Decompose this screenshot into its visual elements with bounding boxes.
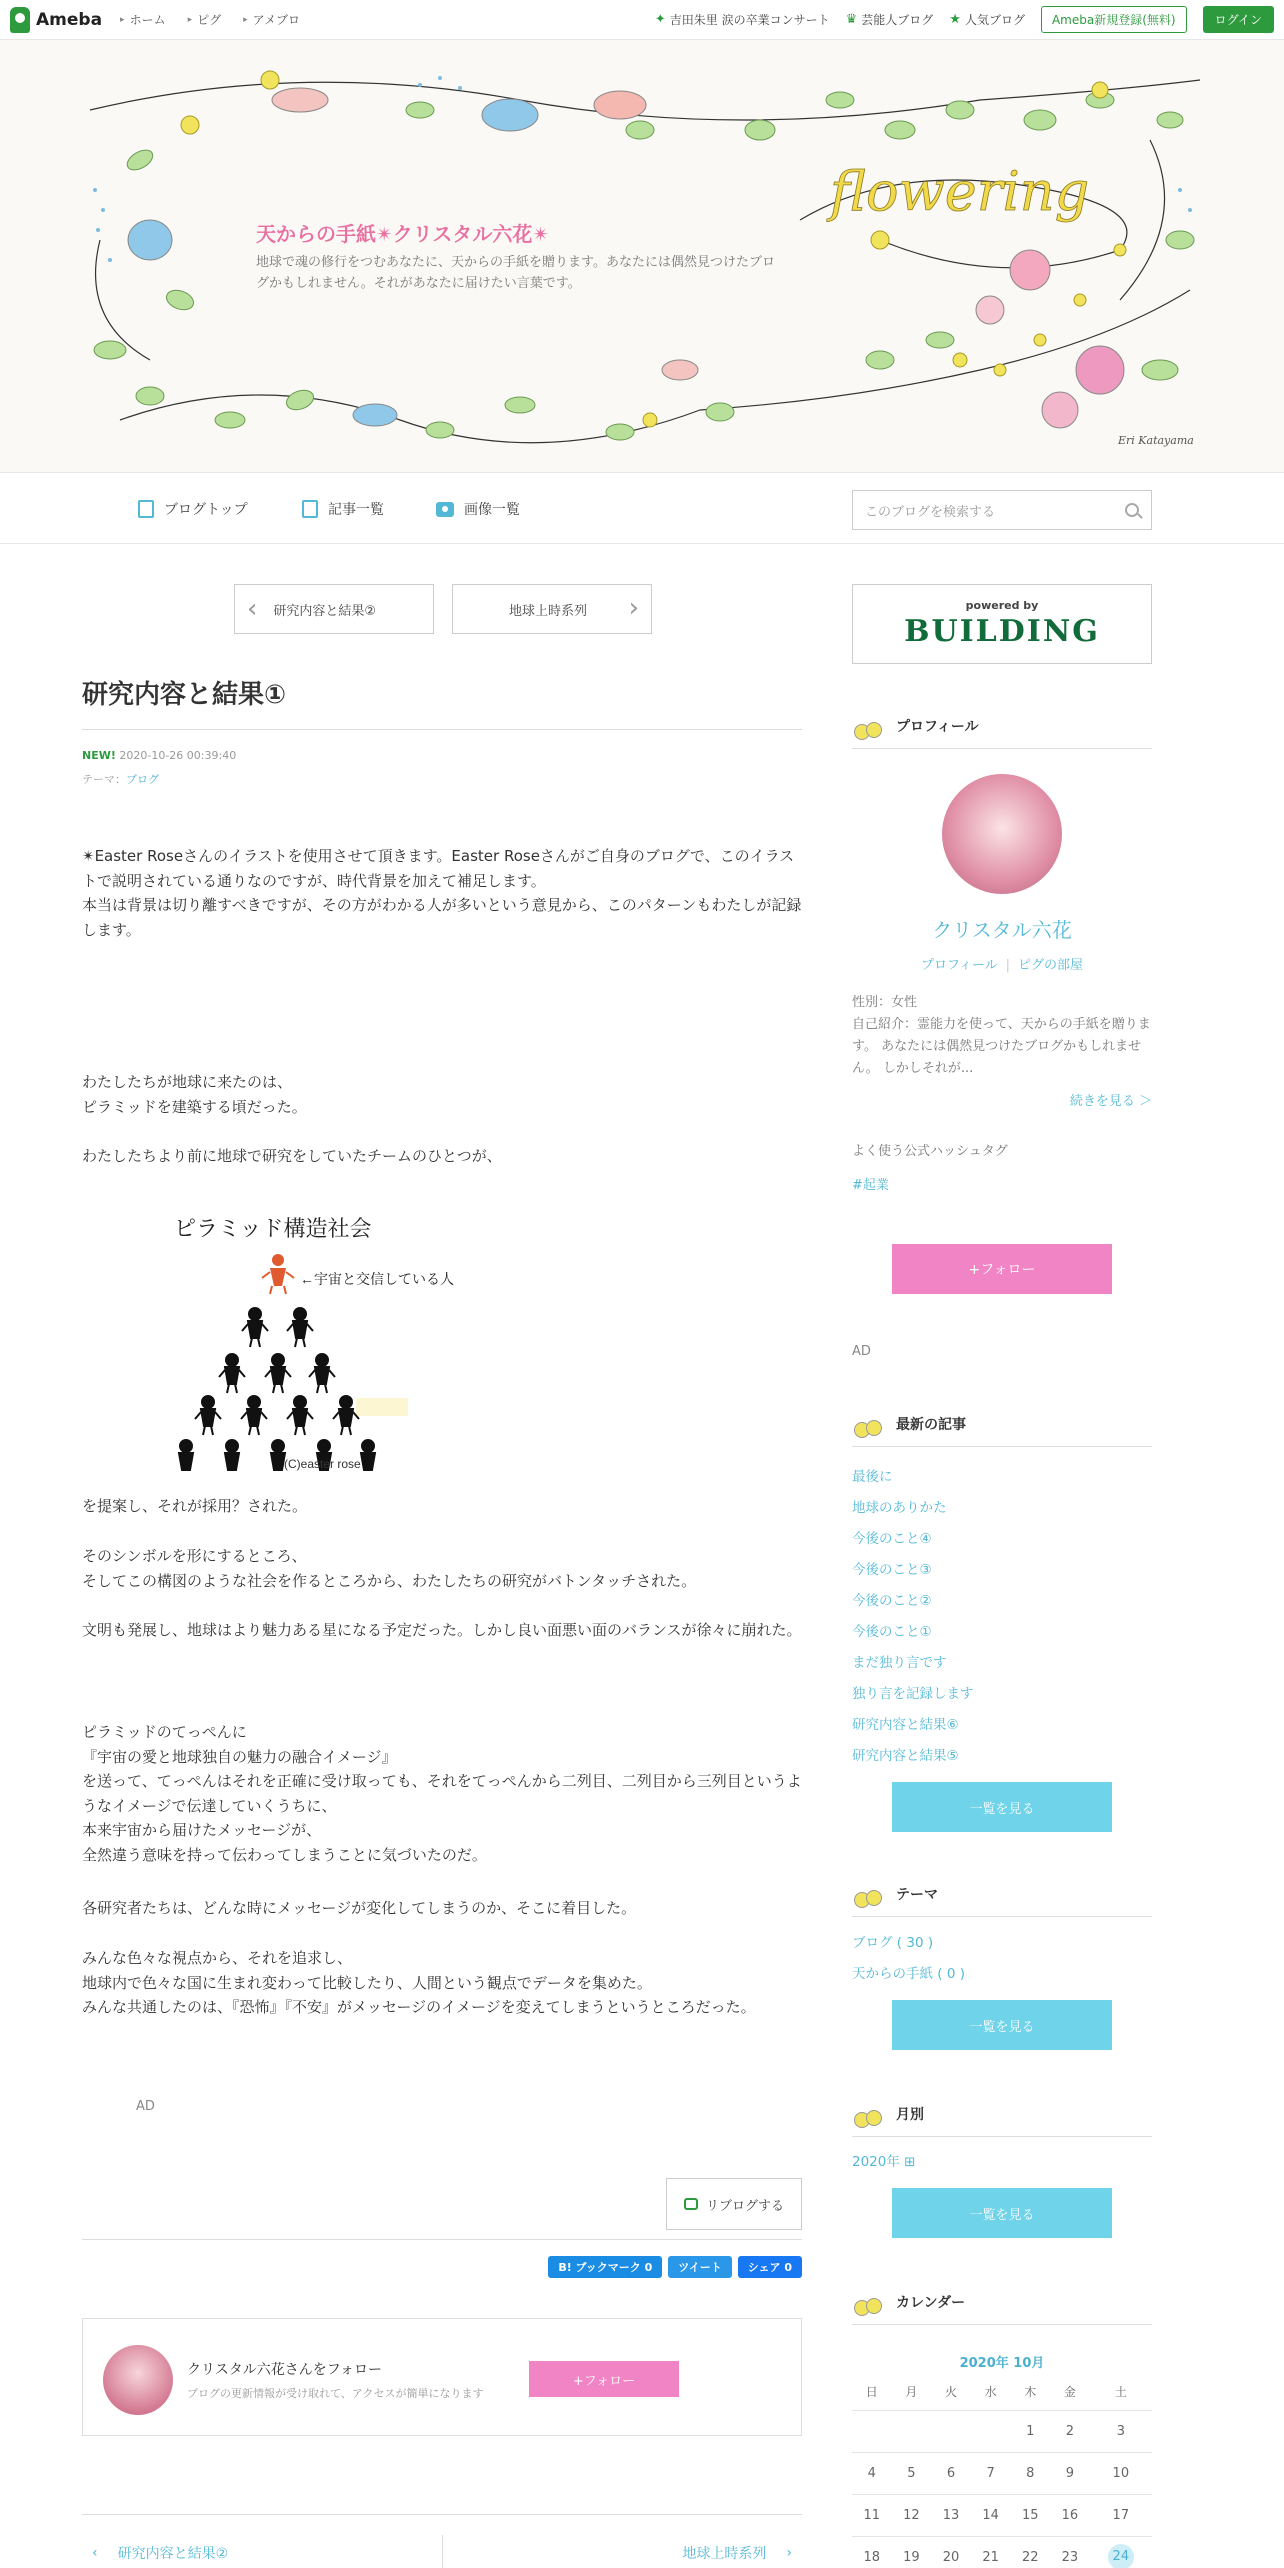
article-paragraph: みんな色々な視点から、それを追求し、 地球内で色々な国に生まれ変わって比較したり、人間という観点でデータを集めた。 みんな共通したのは、『恐怖』『不安』がメッセージのイメージを変えてしまうというところだった。	[82, 1949, 756, 2016]
pyramid-illustration	[150, 1202, 490, 1472]
ad-label: AD	[136, 2099, 155, 2114]
bottom-pager	[82, 2514, 802, 2568]
share-bar	[82, 2239, 802, 2278]
follow-button[interactable]: +フォロー	[529, 2361, 679, 2397]
nav-pigg[interactable]: ▸ ピグ	[187, 13, 222, 27]
article-paragraph: わたしたちより前に地球で研究をしていたチームのひとつが、	[82, 1147, 502, 1165]
recent-article-link[interactable]: 今後のこと①	[852, 1624, 932, 1640]
calendar-day: 14	[971, 2494, 1011, 2536]
heading-leaf-icon	[852, 1880, 888, 1908]
chevron-left-icon: ‹	[247, 594, 258, 624]
recent-article-link[interactable]: 今後のこと③	[852, 1562, 932, 1578]
weekday-label: 日	[852, 2374, 892, 2410]
weekday-label: 月	[892, 2374, 932, 2410]
pager-divider	[442, 2535, 443, 2568]
copy-icon	[302, 500, 318, 518]
search-icon[interactable]	[1125, 503, 1139, 517]
heading-leaf-icon	[852, 2100, 888, 2128]
calendar-day: 18	[852, 2536, 892, 2568]
calendar-day: 4	[852, 2452, 892, 2494]
recent-article-link[interactable]: 研究内容と結果⑤	[852, 1748, 959, 1764]
follow-name: クリスタル六花さんをフォロー	[187, 2362, 383, 2378]
calendar-day	[971, 2410, 1011, 2452]
document-icon	[138, 500, 154, 518]
calendar-day: 10	[1090, 2452, 1152, 2494]
calendar-day: 1	[1010, 2410, 1050, 2452]
theme-list-button[interactable]: 一覧を見る	[892, 2000, 1112, 2050]
calendar-day: 2	[1050, 2410, 1090, 2452]
blog-description: 地球で魂の修行をつむあなたに、天からの手紙を贈ります。あなたには偶然見つけたブログかもしれません。それがあなたに届けたい言葉です。	[256, 255, 775, 291]
calendar-week	[852, 2452, 1152, 2494]
sidebar-follow-button[interactable]: +フォロー	[892, 1244, 1112, 1294]
global-header	[0, 0, 1284, 40]
calendar-day: 13	[931, 2494, 971, 2536]
chevron-right-icon: ▸	[120, 14, 125, 25]
profile-avatar[interactable]	[942, 774, 1062, 894]
article-paragraph: ピラミッドのてっぺんに 『宇宙の愛と地球独自の魅力の融合イメージ』 を送って、てっぺんはそれを正確に受け取っても、それをてっぺんから二列目、二列目から三列目というようなイメージで伝達していくうちに、 本来宇宙から届けたメッセージが、 全然違う意味を持って伝わってしまうことに気づいたのだ。	[82, 1723, 802, 1864]
svg-text:ピラミッド構造社会: ピラミッド構造社会	[174, 1216, 372, 1241]
calendar-day: 5	[892, 2452, 932, 2494]
login-button[interactable]: ログイン	[1203, 6, 1274, 33]
nav-image-list[interactable]: 画像一覧	[436, 499, 520, 519]
calendar-day: 21	[971, 2536, 1011, 2568]
recent-article-link[interactable]: 最後に	[852, 1469, 893, 1485]
follow-box	[82, 2318, 802, 2436]
calendar-day: 20	[931, 2536, 971, 2568]
profile-link[interactable]: プロフィール	[920, 958, 998, 973]
hatena-bookmark-button[interactable]: B! ブックマーク 0	[548, 2256, 662, 2278]
calendar-day: 17	[1090, 2494, 1152, 2536]
blog-title[interactable]: 天からの手紙✴︎クリスタル六花✴︎	[256, 222, 550, 246]
recent-articles-list	[852, 1462, 1152, 1772]
svg-text:flowering: flowering	[830, 160, 1090, 223]
profile-intro: 性別：女性 自己紹介：霊能力を使って、天からの手紙を贈ります。 あなたには偶然見つけたブログかもしれません。 しかしそれが...	[852, 995, 1151, 1076]
reblog-icon	[684, 2198, 698, 2210]
theme-list	[852, 1928, 965, 1990]
recent-article-link[interactable]: 地球のありかた	[852, 1500, 947, 1516]
chevron-right-icon: ›	[628, 593, 639, 623]
calendar-week	[852, 2536, 1152, 2568]
ameba-logo[interactable]: Ameba	[10, 7, 102, 33]
article-date: 2020-10-26 00:39:40	[119, 749, 237, 762]
facebook-share-button[interactable]: シェア 0	[738, 2256, 802, 2278]
star-icon: ★	[949, 12, 961, 27]
profile-links: プロフィール | ピグの部屋	[920, 958, 1084, 973]
calendar-week	[852, 2494, 1152, 2536]
svg-text:←宇宙と交信している人: ←宇宙と交信している人	[300, 1271, 454, 1287]
calendar-day: 16	[1050, 2494, 1090, 2536]
theme-heading: テーマ	[852, 1880, 1152, 1917]
bottom-prev-link[interactable]: ‹ 研究内容と結果②	[92, 2545, 229, 2562]
calendar-day: 19	[892, 2536, 932, 2568]
register-button[interactable]: Ameba新規登録(無料)	[1041, 6, 1187, 33]
weekday-label: 水	[971, 2374, 1011, 2410]
theme-link[interactable]: ブログ ( 30 )	[852, 1935, 934, 1951]
article-paragraph: そのシンボルを形にするところ、 そしてこの構図のような社会を作るところから、わたしたちの研究がバトンタッチされた。	[82, 1547, 697, 1590]
blog-header[interactable]	[0, 40, 1284, 472]
calendar-day: 15	[1010, 2494, 1050, 2536]
celebrity-blog-link[interactable]: ♛ 芸能人ブログ	[845, 12, 934, 27]
sparkle-icon: ✦	[654, 12, 666, 27]
nav-article-list[interactable]: 記事一覧	[302, 499, 384, 519]
crown-icon: ♛	[845, 12, 858, 27]
heading-leaf-icon	[852, 1410, 888, 1438]
monthly-list-button[interactable]: 一覧を見る	[892, 2188, 1112, 2238]
building-banner[interactable]: powered by BUILDING	[852, 584, 1152, 664]
profile-name[interactable]: クリスタル六花	[932, 918, 1072, 942]
article-paragraph: 文明も発展し、地球はより魅力ある星になる予定だった。しかし良い面悪い面のバランスが徐々に崩れた。	[82, 1621, 802, 1639]
calendar-day: 6	[931, 2452, 971, 2494]
monthly-heading: 月別	[852, 2100, 1152, 2137]
nav-blog-top[interactable]: ブログトップ	[138, 499, 248, 519]
article-paragraph: を提案し、それが採用？された。	[82, 1497, 308, 1515]
calendar-day	[931, 2410, 971, 2452]
recent-list-button[interactable]: 一覧を見る	[892, 1782, 1112, 1832]
follow-description: ブログの更新情報が受け取れて、アクセスが簡単になります	[187, 2387, 484, 2400]
weekday-label: 木	[1010, 2374, 1050, 2410]
calendar-day	[892, 2410, 932, 2452]
calendar-table	[852, 2374, 1152, 2568]
author-avatar[interactable]	[103, 2345, 173, 2415]
recent-article-link[interactable]: まだ独り言です	[852, 1655, 947, 1671]
reblog-button[interactable]: リブログする	[666, 2178, 802, 2230]
calendar-month-title[interactable]: 2020年 10月	[959, 2356, 1045, 2371]
calendar-day: 12	[892, 2494, 932, 2536]
read-more-link[interactable]: 続きを見る ＞	[1069, 1094, 1152, 1109]
profile-heading: プロフィール	[852, 712, 1152, 749]
artist-signature: Eri Katayama	[1118, 434, 1194, 447]
calendar-week	[852, 2410, 1152, 2452]
chevron-left-icon: ‹	[92, 2545, 98, 2561]
next-article-button[interactable]: 地球上時系列 ›	[452, 584, 652, 634]
recent-article-link[interactable]: 独り言を記録します	[852, 1686, 974, 1702]
weekday-label: 土	[1090, 2374, 1152, 2410]
theme-link[interactable]: 天からの手紙 ( 0 )	[852, 1966, 965, 1982]
chevron-right-icon: ▸	[187, 14, 193, 25]
calendar-day: 22	[1010, 2536, 1050, 2568]
calendar-day: 3	[1090, 2410, 1152, 2452]
nav-ameblo[interactable]: ▸ アメブロ	[243, 13, 300, 27]
nav-home[interactable]: ▸ ホーム	[120, 13, 166, 27]
calendar-day: 9	[1050, 2452, 1090, 2494]
recent-article-link[interactable]: 今後のこと④	[852, 1531, 932, 1547]
article-paragraph: わたしたちが地球に来たのは、 ピラミッドを建築する頃だった。	[82, 1073, 307, 1116]
popular-blog-link[interactable]: ★ 人気ブログ	[949, 12, 1025, 27]
calendar-day: 8	[1010, 2452, 1050, 2494]
weekday-label: 火	[931, 2374, 971, 2410]
article-paragraph: ✴︎Easter Roseさんのイラストを使用させて頂きます。Easter Roseさんがご自身のブログで、このイラストで説明されている通りなのですが、時代背景を加えて補足します。 本当は背景は切り離すべきですが、その方がわかる人が多いという意見から、このパターンもわたしが記録します。	[82, 847, 802, 939]
article-meta: NEW! 2020-10-26 00:39:40 テーマ：ブログ	[82, 749, 237, 786]
bottom-next-link[interactable]: 地球上時系列 ›	[682, 2545, 792, 2562]
svg-text:(C)easter rose: (C)easter rose	[284, 1457, 361, 1471]
tweet-button[interactable]: ツイート	[668, 2256, 731, 2278]
blog-nav	[0, 472, 1284, 544]
calendar-day: 7	[971, 2452, 1011, 2494]
recent-article-link[interactable]: 今後のこと②	[852, 1593, 932, 1609]
new-badge: NEW!	[82, 749, 116, 762]
heading-leaf-icon	[852, 712, 888, 740]
article-paragraph: 各研究者たちは、どんな時にメッセージが変化してしまうのか、そこに着目した。	[82, 1899, 637, 1917]
article-theme-link[interactable]: ブログ	[126, 773, 159, 786]
calendar-day	[852, 2410, 892, 2452]
top-person-icon	[262, 1254, 294, 1294]
calendar-day-today[interactable]: 24	[1090, 2536, 1152, 2568]
month-link[interactable]: 2020年 ⊞	[852, 2154, 916, 2170]
calendar-day: 11	[852, 2494, 892, 2536]
hashtag-heading: よく使う公式ハッシュタグ	[852, 1144, 1008, 1159]
blog-search-input[interactable]: このブログを検索する	[852, 490, 1152, 530]
concert-link[interactable]: ✦ 吉田朱里 涙の卒業コンサート	[654, 12, 830, 27]
recent-article-link[interactable]: 研究内容と結果⑥	[852, 1717, 959, 1733]
hashtag-link[interactable]: #起業	[852, 1178, 889, 1193]
weekday-label: 金	[1050, 2374, 1090, 2410]
chevron-right-icon: ›	[786, 2545, 792, 2561]
prev-article-button[interactable]: ‹ 研究内容と結果②	[234, 584, 434, 634]
article-title: 研究内容と結果①	[82, 674, 802, 730]
camera-icon	[436, 502, 454, 517]
pigg-room-link[interactable]: ピグの部屋	[1018, 958, 1084, 973]
sidebar-ad-label: AD	[852, 1344, 871, 1359]
calendar-heading: カレンダー	[852, 2288, 1152, 2325]
recent-heading: 最新の記事	[852, 1410, 1152, 1447]
heading-leaf-icon	[852, 2288, 888, 2316]
ameba-logo-icon	[10, 7, 30, 33]
chevron-right-icon: ▸	[243, 14, 248, 25]
calendar-day: 23	[1050, 2536, 1090, 2568]
